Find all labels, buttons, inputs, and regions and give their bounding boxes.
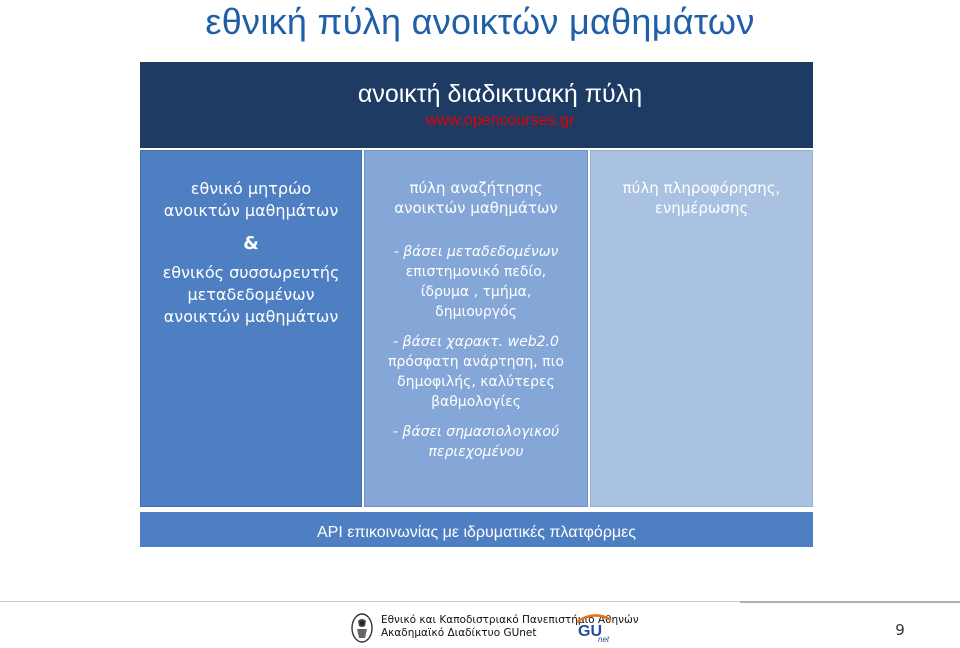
portal-header-band bbox=[140, 62, 813, 148]
heading-line: ενημέρωσης bbox=[654, 199, 749, 217]
registry-line: εθνικός συσσωρευτής bbox=[162, 263, 340, 282]
criterion-title: - βάσει χαρακτ. web2.0 bbox=[393, 334, 559, 350]
api-band: API επικοινωνίας με ιδρυματικές πλατφόρμες bbox=[140, 509, 813, 547]
registry-line: μεταδεδομένων bbox=[187, 285, 315, 304]
criterion-line: ίδρυμα , τμήμα, bbox=[420, 284, 532, 300]
university-seal-icon bbox=[350, 612, 374, 644]
gunet-logo-icon bbox=[574, 612, 614, 644]
footer-line-2: Ακαδημαϊκό Διαδίκτυο GUnet bbox=[381, 627, 537, 639]
registry-block-2 bbox=[141, 262, 361, 328]
registry-line: ανοικτών μαθημάτων bbox=[163, 201, 339, 220]
criterion-line: βαθμολογίες bbox=[431, 394, 521, 410]
criterion-title: - βάσει σημασιολογικού bbox=[392, 424, 560, 440]
criterion-line: πρόσφατη ανάρτηση, πιο bbox=[388, 354, 564, 370]
criterion-line: δημιουργός bbox=[435, 304, 517, 320]
search-criterion-metadata bbox=[365, 242, 587, 322]
info-portal-column bbox=[590, 150, 813, 507]
criterion-title: - βάσει μεταδεδομένων bbox=[393, 244, 559, 260]
info-portal-heading bbox=[591, 178, 812, 218]
heading-line: ανοικτών μαθημάτων bbox=[394, 199, 558, 217]
criterion-line: περιεχομένου bbox=[428, 444, 524, 460]
registry-line: ανοικτών μαθημάτων bbox=[163, 307, 339, 326]
search-portal-column bbox=[364, 150, 588, 507]
footer-divider bbox=[0, 601, 960, 602]
registry-line: εθνικό μητρώο bbox=[190, 179, 312, 198]
portal-name: ανοικτή διαδικτυακή πύλη bbox=[357, 80, 643, 108]
ampersand: & bbox=[243, 233, 259, 254]
page-number: 9 bbox=[895, 621, 905, 639]
criterion-line: δημοφιλής, καλύτερες bbox=[397, 374, 555, 390]
footer-line-1: Εθνικό και Καποδιστριακό Πανεπιστήμιο Αθηνών bbox=[381, 614, 639, 626]
gunet-logo-text: GU bbox=[578, 623, 602, 640]
search-criterion-semantic bbox=[365, 422, 587, 462]
portal-url-link[interactable]: www.opencourses.gr bbox=[425, 112, 575, 129]
heading-line: πύλη πληροφόρησης, bbox=[622, 179, 781, 197]
search-criterion-web2 bbox=[365, 332, 587, 412]
heading-line: πύλη αναζήτησης bbox=[409, 179, 543, 197]
criterion-line: επιστημονικό πεδίο, bbox=[405, 264, 547, 280]
search-portal-heading bbox=[365, 178, 587, 218]
gunet-logo-sub: net bbox=[598, 635, 610, 644]
registry-block-1 bbox=[141, 178, 361, 222]
page-title: εθνική πύλη ανοικτών μαθημάτων bbox=[205, 1, 755, 42]
registry-column bbox=[140, 150, 362, 507]
